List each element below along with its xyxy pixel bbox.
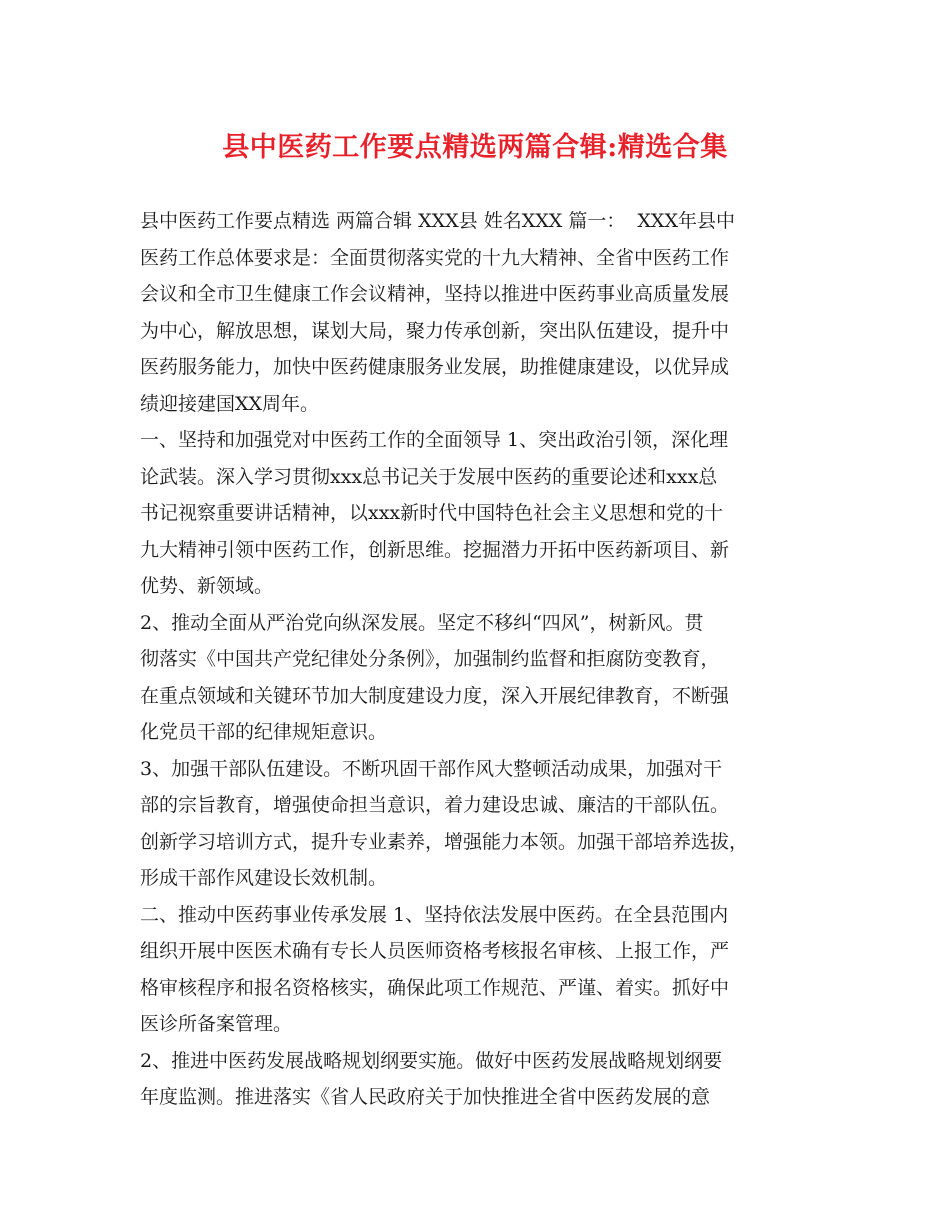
body-line: 形成干部作风建设长效机制。	[140, 867, 388, 889]
body-line: 医诊所备案管理。	[140, 1013, 293, 1035]
body-line: 年度监测。推进落实《省人民政府关于加快推进全省中医药发展的意	[140, 1086, 711, 1108]
body-line: 九大精神引领中医药工作，创新思维。挖掘潜力开拓中医药新项目、新	[140, 538, 730, 561]
body-line: 书记视察重要讲话精神，以xxx新时代中国特色社会主义思想和党的十	[140, 502, 724, 524]
body-line: 部的宗旨教育，增强使命担当意识，着力建设忠诚、廉洁的干部队伍。	[140, 794, 730, 816]
body-line: 优势、新领域。	[140, 575, 274, 597]
document-body	[140, 203, 816, 1116]
body-line: 县中医药工作要点精选 两篇合辑 XXX县 姓名XXX 篇一： XXX年县中	[140, 210, 735, 232]
body-line: 论武装。深入学习贯彻xxx总书记关于发展中医药的重要论述和xxx总	[140, 465, 718, 488]
body-line: 化党员干部的纪律规矩意识。	[140, 721, 388, 743]
body-line: 组织开展中医医术确有专长人员医师资格考核报名审核、上报工作，严	[140, 940, 730, 962]
body-line: 2、推动全面从严治党向纵深发展。坚定不移纠“四风”，树新风。贯	[140, 611, 704, 634]
body-line: 一、坚持和加强党对中医药工作的全面领导 1、突出政治引领，深化理	[140, 429, 729, 451]
body-line: 医药服务能力，加快中医药健康服务业发展，助推健康建设，以优异成	[140, 356, 730, 378]
body-line: 绩迎接建国XX周年。	[140, 392, 320, 415]
body-line: 创新学习培训方式，提升专业素养，增强能力本领。加强干部培养选拔，	[140, 830, 749, 853]
body-line: 医药工作总体要求是：全面贯彻落实党的十九大精神、全省中医药工作	[140, 246, 730, 269]
body-line: 会议和全市卫生健康工作会议精神，坚持以推进中医药事业高质量发展	[140, 283, 730, 305]
body-line: 二、推动中医药事业传承发展 1、坚持依法发展中医药。在全县范围内	[140, 903, 729, 926]
body-line: 彻落实《中国共产党纪律处分条例》，加强制约监督和拒腐防变教育，	[140, 648, 720, 670]
body-line: 为中心，解放思想，谋划大局，聚力传承创新，突出队伍建设，提升中	[140, 319, 730, 342]
body-line: 格审核程序和报名资格核实，确保此项工作规范、严谨、着实。抓好中	[140, 976, 730, 999]
body-line: 3、加强干部队伍建设。不断巩固干部作风大整顿活动成果，加强对干	[140, 757, 723, 780]
document-title: 县中医药工作要点精选两篇合辑:精选合集	[222, 132, 728, 163]
body-line: 在重点领域和关键环节加大制度建设力度，深入开展纪律教育，不断强	[140, 684, 730, 707]
body-line: 2、推进中医药发展战略规划纲要实施。做好中医药发展战略规划纲要	[140, 1049, 723, 1072]
